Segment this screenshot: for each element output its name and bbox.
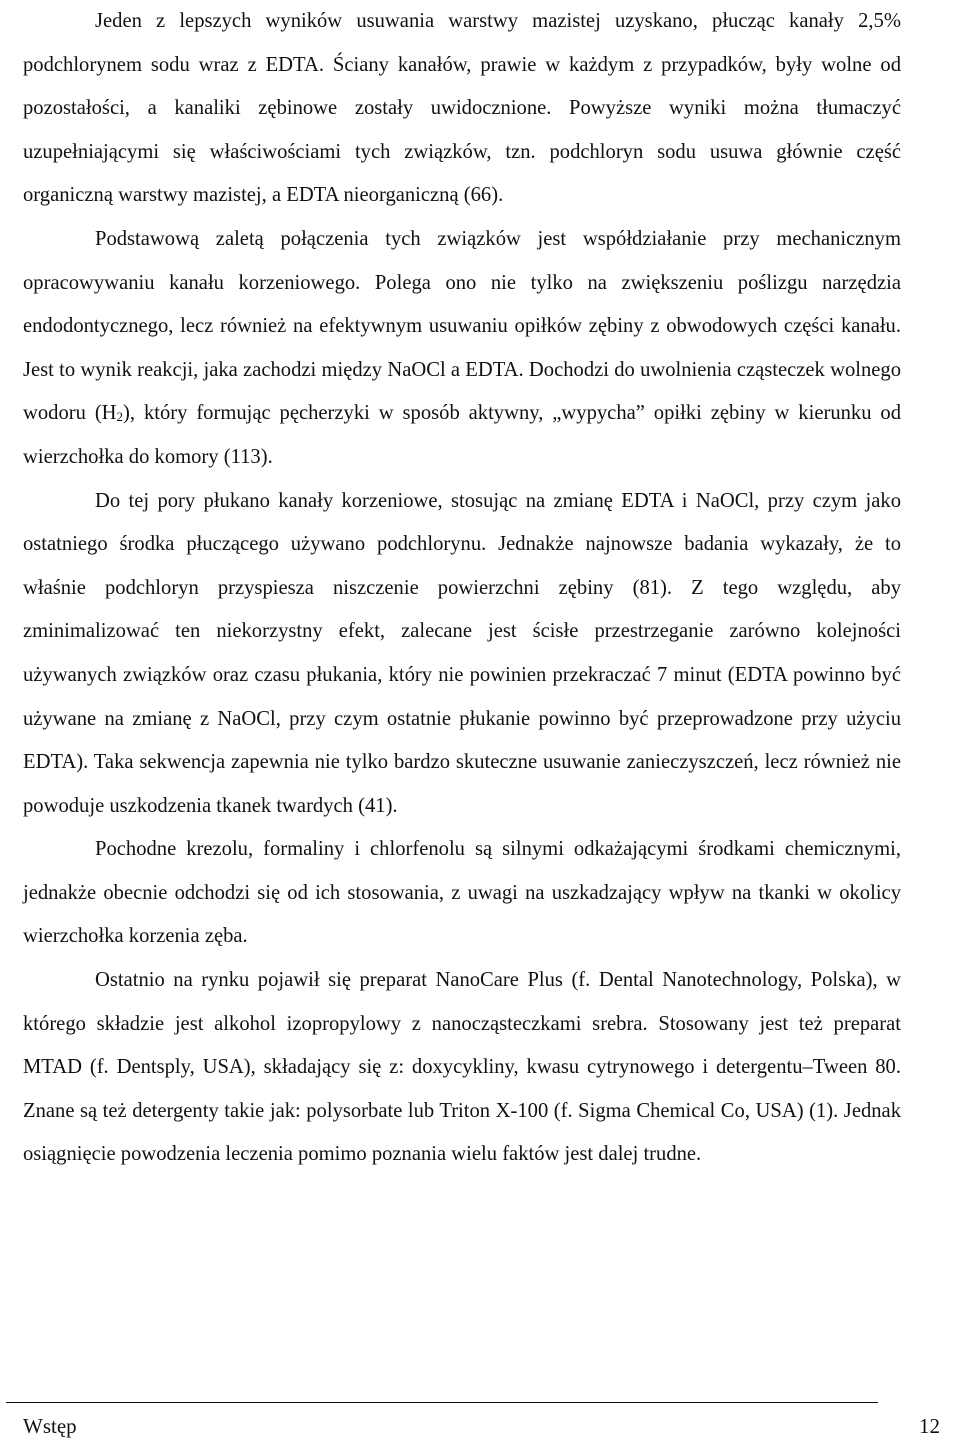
document-body bbox=[23, 0, 901, 1177]
paragraph-text-part: Podstawową zaletą połączenia tych związków jest współdziałanie przy mechanicznym opracowywaniu kanału korzeniowego. Polega ono nie tylko na zwiększeniu poślizgu narzędzia endodontycznego, lecz również na efektywnym usuwaniu opiłków zębiny z obwodowych części kanału. Jest to wynik reakcji, jaka zachodzi między NaOCl a EDTA. Dochodzi do uwolnienia cząsteczek wolnego wodoru (H bbox=[23, 227, 901, 425]
paragraph-smear-layer-results: Jeden z lepszych wyników usuwania warstwy mazistej uzyskano, płucząc kanały 2,5% podchlorynem sodu wraz z EDTA. Ściany kanałów, prawie w każdym z przypadków, były wolne od pozostałości, a kanaliki zębinowe zostały uwidocznione. Powyższe wyniki można tłumaczyć uzupełniającymi się właściwościami tych związków, tzn. podchloryn sodu usuwa głównie część organiczną warstwy mazistej, a EDTA nieorganiczną (66). bbox=[23, 10, 901, 207]
paragraph-cresol-derivatives: Pochodne krezolu, formaliny i chlorfenolu są silnymi odkażającymi środkami chemicznymi, jednakże obecnie odchodzi się od ich stosowania, z uwagi na uszkadzający wpływ na tkanki w okolicy wierzchołka korzenia zęba. bbox=[23, 838, 901, 948]
paragraph-text-part: ), który formując pęcherzyki w sposób aktywny, „wypycha” opiłki zębiny w kierunku od wierzchołka do komory (113). bbox=[23, 402, 901, 468]
paragraph-new-preparations: Ostatnio na rynku pojawił się preparat NanoCare Plus (f. Dental Nanotechnology, Polska), w którego składzie jest alkohol izopropylowy z nanocząsteczkami srebra. Stosowany jest też preparat MTAD (f. Dentsply, USA), składający się z: doxycykliny, kwasu cytrynowego i detergentu–Tween 80. Znane są też detergenty takie jak: polysorbate lub Triton X-100 (f. Sigma Chemical Co, USA) (1). Jednak osiągnięcie powodzenia leczenia pomimo poznania wielu faktów jest dalej trudne. bbox=[23, 969, 901, 1166]
page-number: 12 bbox=[919, 1414, 940, 1438]
footer-section-label: Wstęp bbox=[23, 1414, 77, 1438]
subscript: 2 bbox=[116, 409, 124, 425]
footer-divider bbox=[6, 1402, 878, 1403]
paragraph-combination-advantage bbox=[23, 218, 901, 480]
paragraph-irrigation-sequence: Do tej pory płukano kanały korzeniowe, stosując na zmianę EDTA i NaOCl, przy czym jako ostatniego środka płuczącego używano podchlorynu. Jednakże najnowsze badania wykazały, że to właśnie podchloryn przyspiesza niszczenie powierzchni zębiny (81). Z tego względu, aby zminimalizować ten niekorzystny efekt, zalecane jest ścisłe przestrzeganie zarówno kolejności używanych związków oraz czasu płukania, który nie powinien przekraczać 7 minut (EDTA powinno być używane na zmianę z NaOCl, przy czym ostatnie płukanie powinno być przeprowadzone przy użyciu EDTA). Taka sekwencja zapewnia nie tylko bardzo skuteczne usuwanie zanieczyszczeń, lecz również nie powoduje uszkodzenia tkanek twardych (41). bbox=[23, 489, 901, 817]
